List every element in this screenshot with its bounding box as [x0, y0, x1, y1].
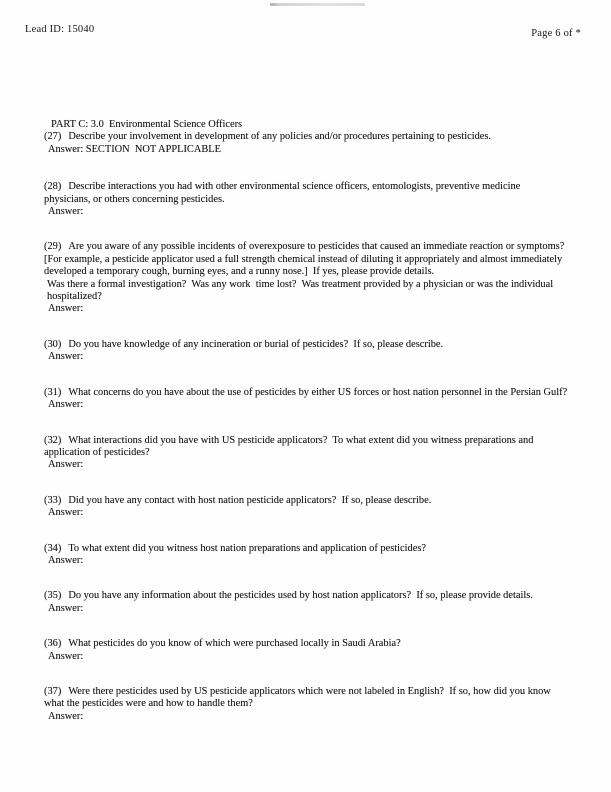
answer-line: Answer:: [48, 602, 84, 614]
question-body: Did you have any contact with host nation pesticide applicators? If so, please describe.: [68, 494, 432, 506]
question-number: (31): [44, 386, 62, 398]
question-number: (27): [44, 131, 62, 143]
question-number: (28): [44, 181, 62, 193]
question-number: (37): [44, 685, 62, 697]
question-number: (30): [44, 338, 62, 350]
answer-line: Answer:: [48, 303, 84, 315]
question-body: What pesticides do you know of which were purchased locally in Saudi Arabia?: [68, 638, 401, 650]
answer-line: Answer:: [48, 206, 84, 218]
question-block-32: [44, 435, 568, 472]
question-block-33: [44, 495, 568, 520]
question-block-28: [44, 181, 568, 218]
question-text: [44, 590, 568, 602]
question-text: [44, 387, 568, 399]
question-text: [44, 495, 568, 507]
answer-line: Answer:: [48, 507, 84, 519]
question-block-36: [44, 638, 568, 663]
question-text: [44, 638, 568, 650]
question-body: Are you aware of any possible incidents of overexposure to pesticides that caused an immediate reaction or symptoms? [For example, a pesticide applicator used a full strength chemical instead of diluting it appropriately and almost immediately developed a temporary cough, burning eyes, and a runny nose.] If yes, please provide details.: [44, 241, 570, 278]
question-body: To what extent did you witness host nation preparations and application of pesticides?: [68, 542, 426, 554]
question-block-37: [44, 686, 568, 723]
question-body: Were there pesticides used by US pesticide applicators which were not labeled in English? If so, how did you know what the pesticides were and how to handle them?: [44, 685, 554, 710]
answer-line: Answer:: [48, 650, 84, 662]
question-followup: Was there a formal investigation? Was any work time lost? Was treatment provided by a physician or was the individual hospitalized?: [47, 278, 556, 303]
answer-line: Answer:: [48, 710, 84, 722]
question-text: [44, 435, 568, 460]
page-number-label: Page 6 of *: [531, 28, 581, 39]
question-block-30: [44, 339, 568, 364]
question-number: (35): [44, 590, 62, 602]
answer-line: Answer:: [48, 554, 84, 566]
question-block-29: [44, 241, 568, 315]
lead-id-label: Lead ID: 15040: [25, 24, 95, 35]
question-block-31: [44, 387, 568, 412]
question-text: [44, 686, 568, 711]
question-number: (34): [44, 542, 62, 554]
question-text: [44, 241, 568, 278]
question-body: Do you have any information about the pesticides used by host nation applicators? If so, please provide details.: [68, 590, 533, 602]
answer-line: Answer:: [48, 399, 84, 411]
question-body: Describe your involvement in development of any policies and/or procedures pertaining to pesticides.: [68, 131, 492, 143]
scan-artifact-mark: [270, 3, 365, 6]
question-number: (32): [44, 434, 62, 446]
part-heading: PART C: 3.0 Environmental Science Officers: [51, 119, 243, 130]
question-block-34: [44, 543, 568, 568]
question-body: What concerns do you have about the use of pesticides by either US forces or host nation personnel in the Persian Gulf?: [68, 386, 568, 398]
question-body: What interactions did you have with US pesticide applicators? To what extent did you witness preparations and application of pesticides?: [44, 434, 537, 458]
answer-line: Answer: SECTION NOT APPLICABLE: [48, 143, 221, 155]
question-block-27: [44, 119, 568, 156]
question-text: [44, 543, 568, 555]
question-number: (29): [44, 241, 62, 253]
document-body: [44, 119, 568, 746]
question-text: [44, 131, 568, 143]
question-body: Do you have knowledge of any incineration or burial of pesticides? If so, please describe.: [68, 338, 444, 350]
question-text: [44, 339, 568, 351]
question-number: (33): [44, 494, 62, 506]
question-text: [44, 181, 568, 206]
question-body: Describe interactions you had with other environmental science officers, entomologists, preventive medicine physicians, or others concerning pesticides.: [44, 181, 523, 205]
question-number: (36): [44, 638, 62, 650]
question-block-35: [44, 590, 568, 615]
answer-line: Answer:: [48, 351, 84, 363]
answer-line: Answer:: [48, 459, 84, 471]
